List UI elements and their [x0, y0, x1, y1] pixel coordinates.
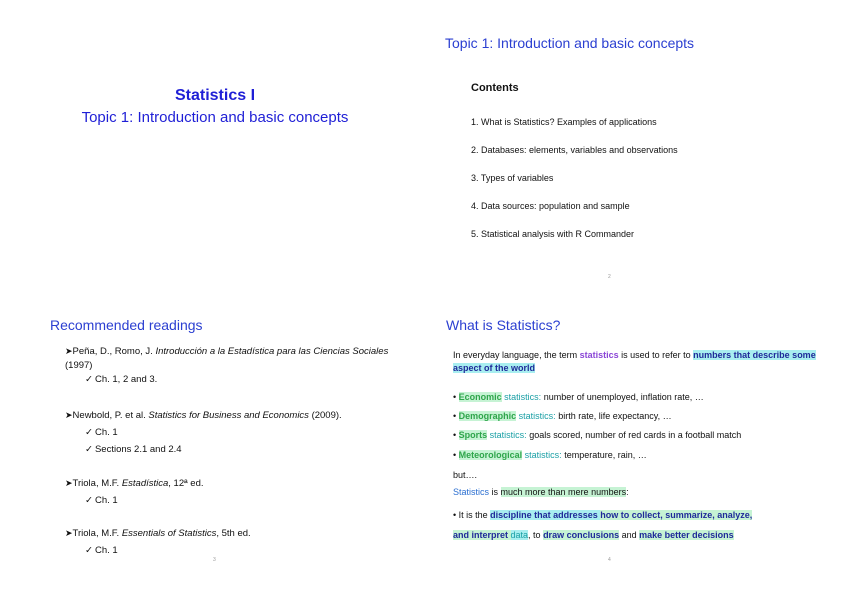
reading-item: ➤Peña, D., Romo, J. Introducción a la Estadística para las Ciencias Sociales (1997) ✓ Ch. 1, 2 and 3.	[65, 346, 389, 385]
contents-slide-heading: Topic 1: Introduction and basic concepts	[445, 35, 695, 51]
what-is-statistics-heading: What is Statistics?	[446, 317, 561, 333]
page-number: 2	[608, 274, 611, 280]
check-icon: ✓	[85, 495, 93, 506]
but-text: but….	[453, 470, 478, 480]
arrow-bullet-icon: ➤	[65, 346, 73, 356]
arrow-bullet-icon: ➤	[65, 410, 73, 420]
reading-item: ➤Newbold, P. et al. Statistics for Business and Economics (2009). ✓ Ch. 1 ✓ Sections 2.1 and 2.4	[65, 410, 342, 455]
arrow-bullet-icon: ➤	[65, 528, 73, 538]
slide-title-subheading: Topic 1: Introduction and basic concepts	[81, 109, 349, 126]
discipline-paragraph: • It is the discipline that addresses how to collect, summarize, analyze, and interpret data, to draw conclusions and make better decisions	[453, 510, 753, 540]
reading-item: ➤Triola, M.F. Essentials of Statistics, 5th ed. ✓ Ch. 1	[65, 528, 251, 556]
contents-title: Contents	[471, 82, 519, 94]
bullet-sports: • Sports statistics: goals scored, number of red cards in a football match	[453, 430, 742, 440]
check-icon: ✓	[85, 545, 93, 556]
more-than-numbers-line: Statistics is much more than mere numbers:	[453, 487, 629, 497]
contents-item: 5. Statistical analysis with R Commander	[471, 229, 635, 239]
readings-slide-heading: Recommended readings	[50, 317, 203, 333]
check-icon: ✓	[85, 444, 93, 455]
slide-readings	[0, 300, 424, 599]
page-number: 3	[213, 557, 216, 563]
page-number: 4	[608, 557, 611, 563]
contents-item: 2. Databases: elements, variables and observations	[471, 145, 678, 155]
slide-what-is-statistics	[424, 300, 848, 599]
intro-paragraph: In everyday language, the term statistics is used to refer to numbers that describe some aspect of the world	[453, 350, 816, 373]
reading-item: ➤Triola, M.F. Estadística, 12ª ed. ✓ Ch. 1	[65, 478, 204, 506]
check-icon: ✓	[85, 427, 93, 438]
bullet-economic: • Economic statistics: number of unemployed, inflation rate, …	[453, 392, 704, 402]
bullet-meteorological: • Meteorological statistics: temperature, rain, …	[453, 450, 647, 460]
contents-item: 4. Data sources: population and sample	[471, 201, 630, 211]
slide-title-heading: Statistics I	[174, 87, 256, 104]
slide-title	[0, 0, 424, 299]
bullet-demographic: • Demographic statistics: birth rate, life expectancy, …	[453, 411, 672, 421]
contents-item: 3. Types of variables	[471, 173, 554, 183]
contents-item: 1. What is Statistics? Examples of applications	[471, 117, 657, 127]
slide-contents	[424, 0, 848, 299]
contents-list	[471, 116, 678, 256]
arrow-bullet-icon: ➤	[65, 478, 73, 488]
check-icon: ✓	[85, 374, 93, 385]
